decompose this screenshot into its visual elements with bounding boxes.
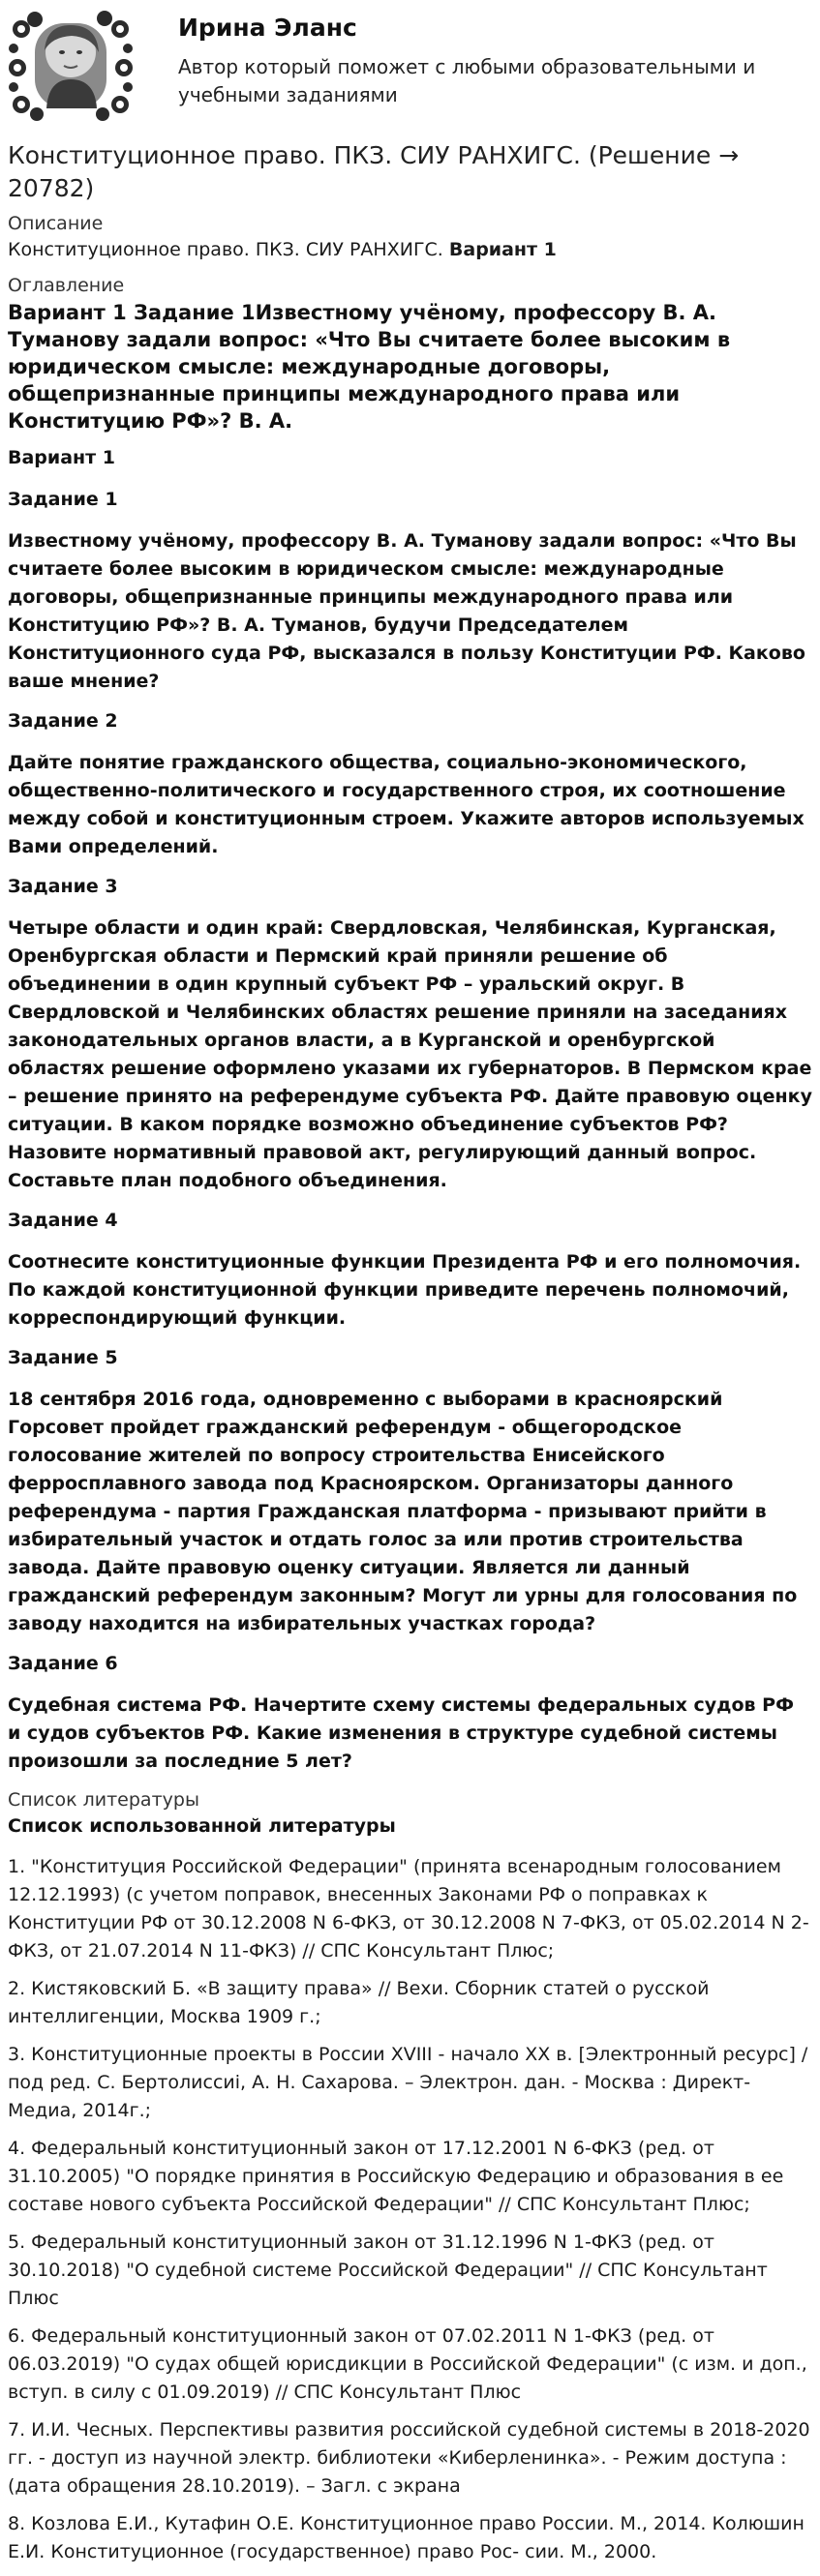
description-plain: Конституционное право. ПКЗ. СИУ РАНХИГС. (8, 239, 449, 260)
task-3-heading: Задание 3 (8, 876, 118, 897)
task-5-text: 18 сентября 2016 года, одновременно с выборами в красноярский Горсовет пройдет гражданский референдум - общегородское голосование жителей по вопросу строительства Енисейского ферросплавного завода под Красноярском. Организаторы данного референдума - партия Гражданская платформа - призывают прийти в избирательный участок и отдать голос за или против строительства завода. Дайте правовую оценку ситуации. Является ли данный гражданский референдум законным? Могут ли урны для голосования по заводу находится на избирательных участках города? (8, 1389, 798, 1634)
literature-item: 4. Федеральный конституционный закон от 17.12.2001 N 6-ФКЗ (ред. от 31.10.2005) "О порядке принятия в Российскую Федерацию и образования в ее составе нового субъекта Российской Федерации" // СПС Консультант Плюс; (8, 2138, 784, 2215)
literature-item: 5. Федеральный конституционный закон от 31.12.1996 N 1-ФКЗ (ред. от 30.10.2018) "О судебной системе Российской Федерации" // СПС Консультант Плюс (8, 2232, 768, 2309)
literature-item: 7. И.И. Чесных. Перспективы развития российской судебной системы в 2018-2020 гг. - доступ из научной электр. библиотеки «Киберленинка». - Режим доступа : (дата обращения 28.10.2019). – Загл. с экрана (8, 2419, 810, 2497)
task-1-heading: Задание 1 (8, 489, 118, 510)
avatar-image (8, 10, 134, 121)
task-5-heading: Задание 5 (8, 1347, 118, 1368)
description-bold: Вариант 1 (448, 239, 557, 260)
literature-heading: Список использованной литературы (8, 1815, 396, 1837)
toc-text: Вариант 1 Задание 1Известному учёному, профессору В. А. Туманову задали вопрос: «Что Вы считаете более высоким в юридическом смысле: международные договоры, общепризнанные принципы международного права или Конституцию РФ»? В. А. (8, 301, 731, 433)
literature-label: Список литературы (8, 1789, 199, 1811)
avatar[interactable] (8, 10, 134, 121)
literature-item: 6. Федеральный конституционный закон от 07.02.2011 N 1-ФКЗ (ред. от 06.03.2019) "О судах общей юрисдикции в Российской Федерации" (с изм. и доп., вступ. в силу с 01.09.2019) // СПС Консультант Плюс (8, 2325, 807, 2403)
task-list (8, 486, 812, 1776)
author-info (178, 10, 759, 109)
variant-heading: Вариант 1 (8, 447, 116, 468)
literature-item: 1. "Конституция Российской Федерации" (принята всенародным голосованием 12.12.1993) (с учетом поправок, внесенных Законами РФ о поправках к Конституции РФ от 30.12.2008 N 6-ФКЗ, от 30.12.2008 N 7-ФКЗ, от 05.02.2014 N 2-ФКЗ, от 21.07.2014 N 11-ФКЗ) // СПС Консультант Плюс; (8, 1856, 809, 1962)
literature-item: 3. Конституционные проекты в России XVIII - начало XX в. [Электронный ресурс] / под ред. С. Бертолиссиi, А. Н. Сахарова. – Электрон. дан. - Москва : Директ-Медиа, 2014г.; (8, 2044, 808, 2121)
task-6-text: Судебная система РФ. Начертите схему системы федеральных судов РФ и судов субъектов РФ. Какие изменения в структуре судебной системы произошли за последние 5 лет? (8, 1694, 794, 1772)
literature-item: 8. Козлова Е.И., Кутафин О.Е. Конституционное право России. М., 2014. Колюшин Е.И. Конституционное (государственное) право Рос- сии. М., 2000. (8, 2513, 805, 2562)
task-4-text: Соотнесите конституционные функции Президента РФ и его полномочия. По каждой конституционной функции приведите перечень полномочий, корреспондирующий функции. (8, 1251, 802, 1329)
task-6-heading: Задание 6 (8, 1653, 118, 1674)
author-description: Автор который поможет с любыми образовательными и учебными заданиями (178, 55, 756, 106)
description-text (8, 237, 812, 263)
description-label: Описание (8, 213, 104, 234)
literature-list (8, 1853, 812, 2566)
task-2-text: Дайте понятие гражданского общества, социально-экономического, общественно-политического и государственного строя, их соотношение между собой и конституционным строем. Укажите авторов используемых Вами определений. (8, 752, 805, 857)
page-title: Конституционное право. ПКЗ. СИУ РАНХИГС. (Решение → 20782) (8, 141, 740, 202)
literature-item: 2. Кистяковский Б. «В защиту права» // Вехи. Сборник статей о русской интеллигенции, Москва 1909 г.; (8, 1978, 710, 2027)
task-2-heading: Задание 2 (8, 710, 118, 732)
author-card (8, 0, 812, 134)
toc-label: Оглавление (8, 275, 125, 296)
task-3-text: Четыре области и один край: Свердловская, Челябинская, Курганская, Оренбургская области и Пермский край приняли решение об объединении в один крупный субъект РФ – уральский округ. В Свердловской и Челябинских областях решение приняли на заседаниях законодательных органов власти, а в Курганской и оренбургской областях решение оформлено указами их губернаторов. В Пермском крае – решение принято на референдуме субъекта РФ. Дайте правовую оценку ситуации. В каком порядке возможно объединение субъектов РФ? Назовите нормативный правовой акт, регулирующий данный вопрос. Составьте план подобного объединения. (8, 917, 812, 1191)
task-1-text: Известному учёному, профессору В. А. Туманову задали вопрос: «Что Вы считаете более высоким в юридическом смысле: международные договоры, общепризнанные принципы международного права или Конституцию РФ»? В. А. Туманов, будучи Председателем Конституционного суда РФ, высказался в пользу Конституции РФ. Каково ваше мнение? (8, 530, 805, 692)
task-4-heading: Задание 4 (8, 1210, 118, 1231)
author-name[interactable]: Ирина Эланс (178, 14, 357, 42)
